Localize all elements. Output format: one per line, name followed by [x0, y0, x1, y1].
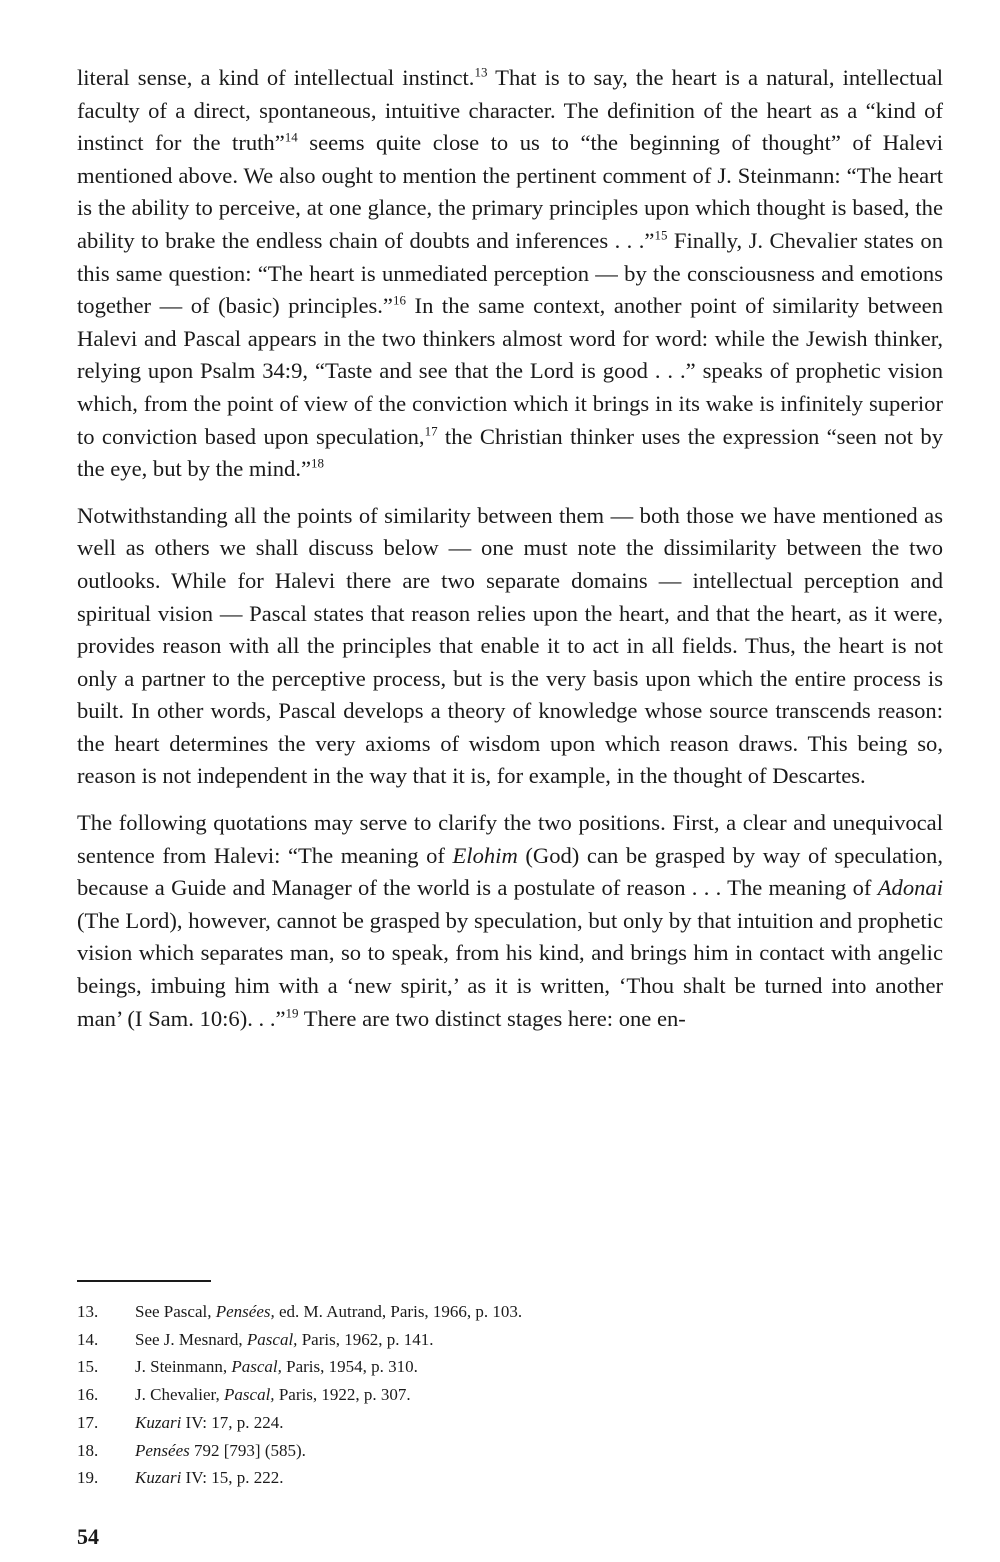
footnote-divider [77, 1280, 211, 1282]
italic-term: Pascal, [231, 1357, 282, 1377]
text-run: See J. Mesnard, [135, 1329, 247, 1349]
text-run: (God) can be grasped by way of speculation, because a Guide and Manager of the world is a postulate of reason . . . The meaning of [77, 842, 943, 901]
footnote-number: 14. [77, 1329, 99, 1349]
italic-term: Kuzari [135, 1468, 182, 1488]
footnote [77, 1353, 777, 1381]
footnote-text [135, 1409, 283, 1437]
italic-term: Adonai [877, 875, 943, 901]
text-run: The following quotations may serve to clarify the two positions. First, a clear and unequivocal sentence from Halevi: “The meaning of [77, 810, 943, 868]
footnote-ref: 15 [654, 227, 668, 243]
footnote-ref: 19 [285, 1005, 299, 1021]
text-run: seems quite close to us to “the beginning of thought” of Halevi mentioned above. We also ought to mention the pertinent comment of J. Steinmann: “The heart is the ability to perceive, at one glance, the primary principles upon which thought is based, the ability to brake the endless chain of doubts and inferences . . .” [77, 130, 943, 253]
text-run: Finally, J. Chevalier states on this same question: “The heart is unmediated perception — by the consciousness and emotions together — of (basic) principles.” [77, 227, 943, 319]
text-run: Paris, 1922, p. 307. [274, 1385, 411, 1405]
text-run: Paris, 1962, p. 141. [297, 1329, 434, 1349]
footnote-text [135, 1326, 433, 1354]
footnote-text [135, 1464, 283, 1492]
text-run: J. Chevalier, [135, 1385, 225, 1405]
footnote [77, 1437, 777, 1465]
text-run: IV: 17, p. 224. [181, 1412, 284, 1432]
italic-term: Pascal, [246, 1329, 298, 1349]
body-text [77, 62, 943, 1049]
footnote [77, 1464, 777, 1492]
paragraph-2 [77, 500, 943, 793]
text-run: ed. M. Autrand, Paris, 1966, p. 103. [274, 1302, 523, 1321]
italic-term: Kuzari [135, 1412, 182, 1432]
footnote-text [135, 1298, 522, 1326]
footnote [77, 1326, 777, 1354]
italic-term: Pensées [135, 1440, 190, 1460]
italic-term: Elohim [452, 842, 518, 868]
paragraph-1 [77, 62, 943, 486]
footnote-text [135, 1353, 418, 1381]
footnote-number: 19. [77, 1468, 99, 1488]
italic-term: Pascal, [224, 1385, 275, 1405]
text-run: (The Lord), however, cannot be grasped by speculation, but only by that intuition and prophetic vision which separates man, so to speak, from his kind, and brings him in contact with angelic beings, imbuing him with a ‘new spirit,’ as it is written, ‘Thou shalt be turned into another man’ (I Sam. 10:6). . .” [77, 907, 943, 1031]
footnote-number: 13. [77, 1302, 99, 1321]
text-run: 792 [793] (585). [189, 1440, 306, 1460]
footnote-ref: 13 [474, 64, 488, 80]
footnote [77, 1298, 777, 1326]
footnotes [77, 1298, 777, 1492]
text-run: Paris, 1954, p. 310. [281, 1357, 418, 1377]
paragraph-3 [77, 807, 943, 1035]
page-number: 54 [77, 1524, 99, 1549]
footnote-number: 17. [77, 1412, 99, 1432]
footnote-ref: 18 [311, 455, 325, 471]
footnote-ref: 16 [392, 292, 406, 308]
footnote [77, 1381, 777, 1409]
footnote-ref: 14 [284, 129, 298, 145]
text-run: literal sense, a kind of intellectual instinct. [77, 65, 475, 90]
text-run: IV: 15, p. 222. [181, 1468, 284, 1488]
footnote-number: 18. [77, 1440, 99, 1460]
text-run: Notwithstanding all the points of similarity between them — both those we have mentioned as well as others we shall discuss below — one must note the dissimilarity between the two outlooks. While for Halevi there are two separate domains — intellectual perception and spiritual vision — Pascal states that reason relies upon the heart, and that the heart, as it were, provides reason with all the principles that enable it to act in all fields. Thus, the heart is not only a partner to the perceptive process, but is the very basis upon which the entire process is built. In other words, Pascal develops a theory of knowledge whose source transcends reason: the heart determines the very axioms of wisdom upon which reason draws. This being so, reason is not independent in the way that it is, for example, in the thought of Descartes. [77, 502, 943, 789]
footnote-ref: 17 [424, 423, 438, 438]
footnote [77, 1409, 777, 1437]
text-run: That is to say, the heart is a natural, intellectual faculty of a direct, spontaneous, intuitive character. The definition of the heart as a “kind of instinct for the truth” [77, 65, 943, 156]
footnote-number: 16. [77, 1385, 99, 1405]
text-run: There are two distinct stages here: one en- [298, 1005, 686, 1031]
footnote-number: 15. [77, 1357, 99, 1377]
text-run: In the same context, another point of similarity between Halevi and Pascal appears in the two thinkers almost word for word: while the Jewish thinker, relying upon Psalm 34:9, “Taste and see that the Lord is good . . .” speaks of prophetic vision which, from the point of view of the conviction which it brings in its wake is infinitely superior to conviction based upon speculation, [77, 293, 943, 449]
text-run: See Pascal, [135, 1302, 216, 1321]
footnote-text [135, 1381, 411, 1409]
footnote-text [135, 1437, 306, 1465]
text-run: J. Steinmann, [135, 1357, 232, 1377]
italic-term: Pensées, [215, 1302, 275, 1321]
text-run: the Christian thinker uses the expression “seen not by the eye, but by the mind.” [77, 423, 944, 482]
